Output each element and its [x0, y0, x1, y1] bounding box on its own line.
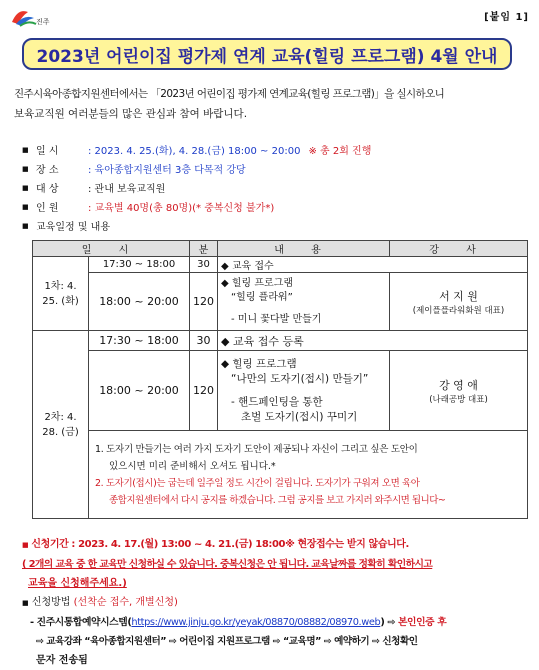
- place-item: [22, 159, 522, 178]
- table-row: [33, 431, 528, 519]
- target-value: : 관내 보육교직원: [88, 184, 166, 195]
- intro-line-2: 보육교직원 여러분들의 많은 관심과 참여 바랍니다.: [14, 108, 248, 120]
- target-item: [22, 178, 522, 197]
- apply-method: ■ 신청방법 (선착순 접수, 개별신청): [22, 597, 178, 608]
- apply-period: ■ 신청기간 : 2023. 4. 17.(월) 13:00 ~ 4. 21.(금) 18:00※ 현장접수는 받지 않습니다.: [22, 539, 409, 550]
- page-title: 2023년 어린이집 평가제 연계 교육(힐링 프로그램) 4월 안내: [22, 38, 512, 70]
- day2-time-2: 18:00 ~ 20:00: [89, 351, 190, 431]
- people-item: [22, 197, 522, 216]
- square-bullet-icon: ■: [22, 221, 29, 230]
- apply-step-3: 문자 전송됨: [36, 655, 88, 666]
- day2-time-1: 17:30 ~ 18:00: [89, 331, 190, 351]
- day1-content-1: ◆ 교육 접수: [218, 257, 528, 273]
- day1-instructor: 서 지 원 (제이플플라워화원 대표): [390, 273, 528, 331]
- city-logo: [8, 4, 52, 30]
- day2-notes: 1. 도자기 만들기는 여러 가지 도자기 도안이 제공되나 자신이 그리고 싶은 도안이 있으시면 미리 준비해서 오셔도 됩니다.* 2. 도자기(접시)는 굽는데 일주일 정도 시간이 걸립니다. 도자기가 구워져 오면 육아 종합지원센터에서 다시 공지를 하겠습니다. 그럼 공지를 보고 가지러 와주시면 됩니다~: [89, 431, 528, 519]
- day2-instructor: 강 영 애 (나래공방 대표): [390, 351, 528, 431]
- day2-min-1: 30: [190, 331, 218, 351]
- apply-section: [22, 535, 532, 670]
- table-row: [33, 331, 528, 351]
- day2-content-2: ◆ 힐링 프로그램 “나만의 도자기(접시) 만들기” - 핸드페인팅을 통한 초벌 도자기(접시) 꾸미기: [218, 351, 390, 431]
- square-bullet-icon: ■: [22, 541, 29, 549]
- header-minutes: 분: [190, 241, 218, 257]
- attachment-label: [붙임 1]: [484, 12, 529, 23]
- people-label: 인 원: [36, 203, 59, 214]
- header-date: 일 시: [33, 241, 190, 257]
- date-value: : 2023. 4. 25.(화), 4. 28.(금) 18:00 ~ 20:00: [88, 146, 301, 157]
- day1-time-2: 18:00 ~ 20:00: [89, 273, 190, 331]
- intro-text: [14, 84, 529, 124]
- table-row: [33, 351, 528, 431]
- table-row: [33, 273, 528, 331]
- day1-min-1: 30: [190, 257, 218, 273]
- schedule-label: 교육일정 및 내용: [36, 222, 110, 233]
- square-bullet-icon: ■: [22, 599, 29, 607]
- svg-text:진주: 진주: [36, 18, 50, 26]
- apply-warning-1: ( 2개의 교육 중 한 교육만 신청하실 수 있습니다. 중복신청은 안 됩니다. 교육날짜를 정확히 확인하시고: [22, 559, 433, 570]
- target-label: 대 상: [36, 184, 59, 195]
- header-instructor: 강 사: [390, 241, 528, 257]
- apply-warning-2: 교육을 신청해주세요.): [28, 578, 127, 589]
- reservation-link[interactable]: https://www.jinju.go.kr/yeyak/08870/08882/08970.web: [131, 617, 381, 628]
- square-bullet-icon: ■: [22, 145, 29, 154]
- table-header-row: [33, 241, 528, 257]
- apply-step-2: ⇨ 교육강좌 “육아종합지원센터” ⇨ 어린이집 지원프로그램 ⇨ “교육명” ⇨ 예약하기 ⇨ 신청확인: [36, 636, 418, 647]
- apply-step-1: - 진주시통합예약시스템(https://www.jinju.go.kr/yeyak/08870/08882/08970.web) ⇨ 본인인증 후: [30, 617, 447, 628]
- square-bullet-icon: ■: [22, 164, 29, 173]
- day2-min-2: 120: [190, 351, 218, 431]
- schedule-item: [22, 216, 522, 235]
- table-row: [33, 257, 528, 273]
- date-item: [22, 140, 522, 159]
- detail-list: [22, 140, 522, 235]
- day2-label: 2차: 4. 28. (금): [33, 331, 89, 519]
- square-bullet-icon: ■: [22, 183, 29, 192]
- day1-time-1: 17:30 ~ 18:00: [89, 257, 190, 273]
- day1-min-2: 120: [190, 273, 218, 331]
- day2-content-1: ◆ 교육 접수 등록: [218, 331, 528, 351]
- schedule-table: [32, 240, 528, 519]
- day1-label: 1차: 4. 25. (화): [33, 257, 89, 331]
- header-content: 내 용: [218, 241, 390, 257]
- date-label: 일 시: [36, 146, 59, 157]
- place-label: 장 소: [36, 165, 59, 176]
- intro-line-1: 진주시육아종합지원센터에서는 「2023년 어린이집 평가제 연계교육(힐링 프로그램)」을 실시하오니: [14, 88, 445, 100]
- square-bullet-icon: ■: [22, 202, 29, 211]
- day1-content-2: ◆ 힐링 프로그램 “힐링 플라워” - 미니 꽃다발 만들기: [218, 273, 390, 331]
- people-value: : 교육별 40명(총 80명)(* 중복신청 불가*): [88, 203, 275, 214]
- place-value: : 육아종합지원센터 3층 다목적 강당: [88, 165, 246, 176]
- date-note: ※ 총 2회 진행: [308, 146, 372, 157]
